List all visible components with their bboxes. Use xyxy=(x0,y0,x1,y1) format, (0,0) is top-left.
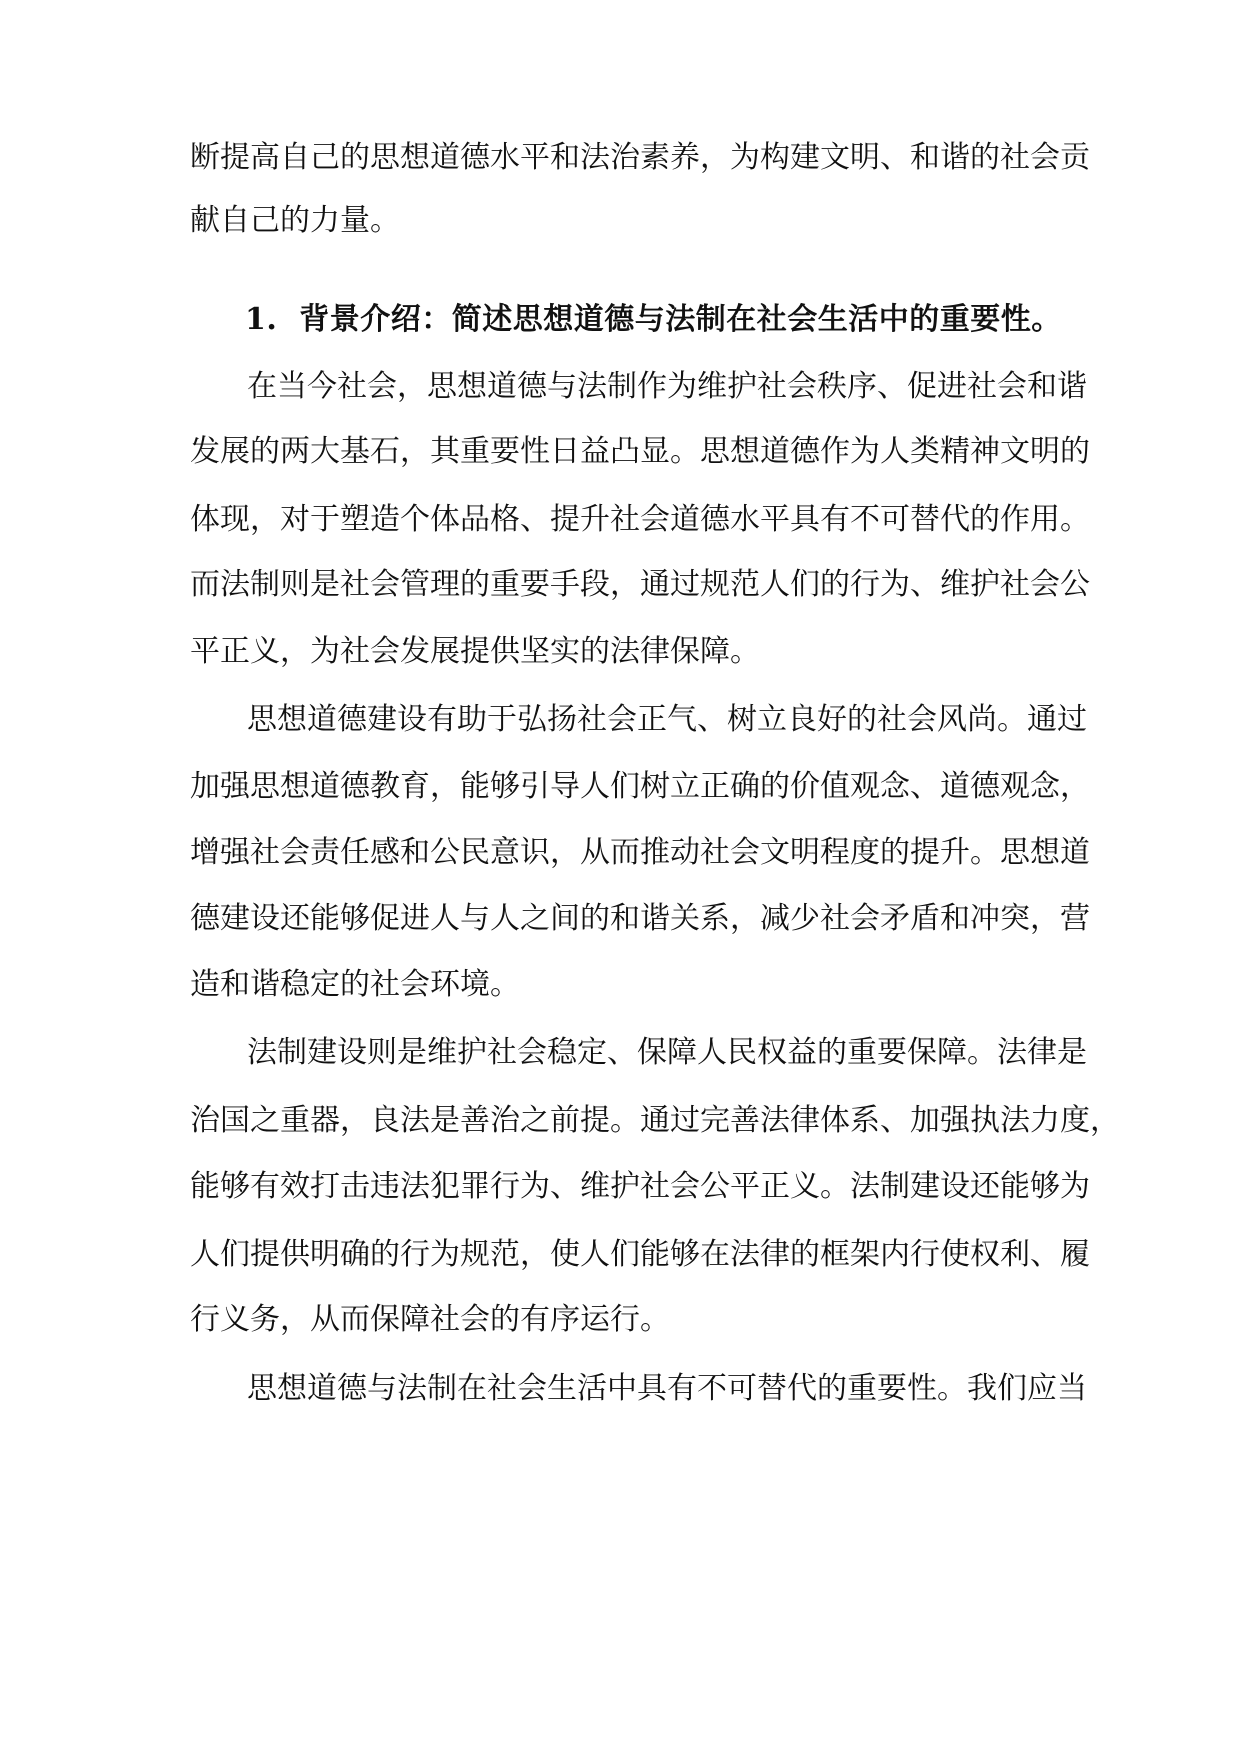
text-line: 造和谐稳定的社会环境。 xyxy=(190,967,520,1002)
text-line: 人们提供明确的行为规范，使人们能够在法律的框架内行使权利、履 xyxy=(190,1237,1090,1272)
section-title: 背景介绍：简述思想道德与法制在社会生活中的重要性。 xyxy=(299,302,1062,337)
text-line: 加强思想道德教育，能够引导人们树立正确的价值观念、道德观念， xyxy=(190,769,1090,804)
text-line: 德建设还能够促进人与人之间的和谐关系，减少社会矛盾和冲突，营 xyxy=(190,901,1090,936)
text-line: 断提高自己的思想道德水平和法治素养，为构建文明、和谐的社会贡 xyxy=(190,140,1090,175)
text-line: 发展的两大基石，其重要性日益凸显。思想道德作为人类精神文明的 xyxy=(190,434,1090,469)
text-line: 体现，对于塑造个体品格、提升社会道德水平具有不可替代的作用。 xyxy=(190,502,1090,537)
text-line: 献自己的力量。 xyxy=(190,203,400,238)
text-line: 思想道德建设有助于弘扬社会正气、树立良好的社会风尚。通过 xyxy=(247,702,1087,737)
section-number: 1. xyxy=(245,302,278,337)
text-line: 在当今社会，思想道德与法制作为维护社会秩序、促进社会和谐 xyxy=(247,369,1087,404)
text-line: 能够有效打击违法犯罪行为、维护社会公平正义。法制建设还能够为 xyxy=(190,1169,1090,1204)
text-line: 治国之重器，良法是善治之前提。通过完善法律体系、加强执法力度， xyxy=(190,1103,1120,1138)
text-line: 法制建设则是维护社会稳定、保障人民权益的重要保障。法律是 xyxy=(247,1035,1087,1070)
text-line: 思想道德与法制在社会生活中具有不可替代的重要性。我们应当 xyxy=(247,1371,1087,1406)
text-line: 平正义，为社会发展提供坚实的法律保障。 xyxy=(190,634,760,669)
section-heading xyxy=(245,300,1062,340)
text-line: 而法制则是社会管理的重要手段，通过规范人们的行为、维护社会公 xyxy=(190,567,1090,602)
text-line: 增强社会责任感和公民意识，从而推动社会文明程度的提升。思想道 xyxy=(190,835,1090,870)
text-line: 行义务，从而保障社会的有序运行。 xyxy=(190,1302,670,1337)
